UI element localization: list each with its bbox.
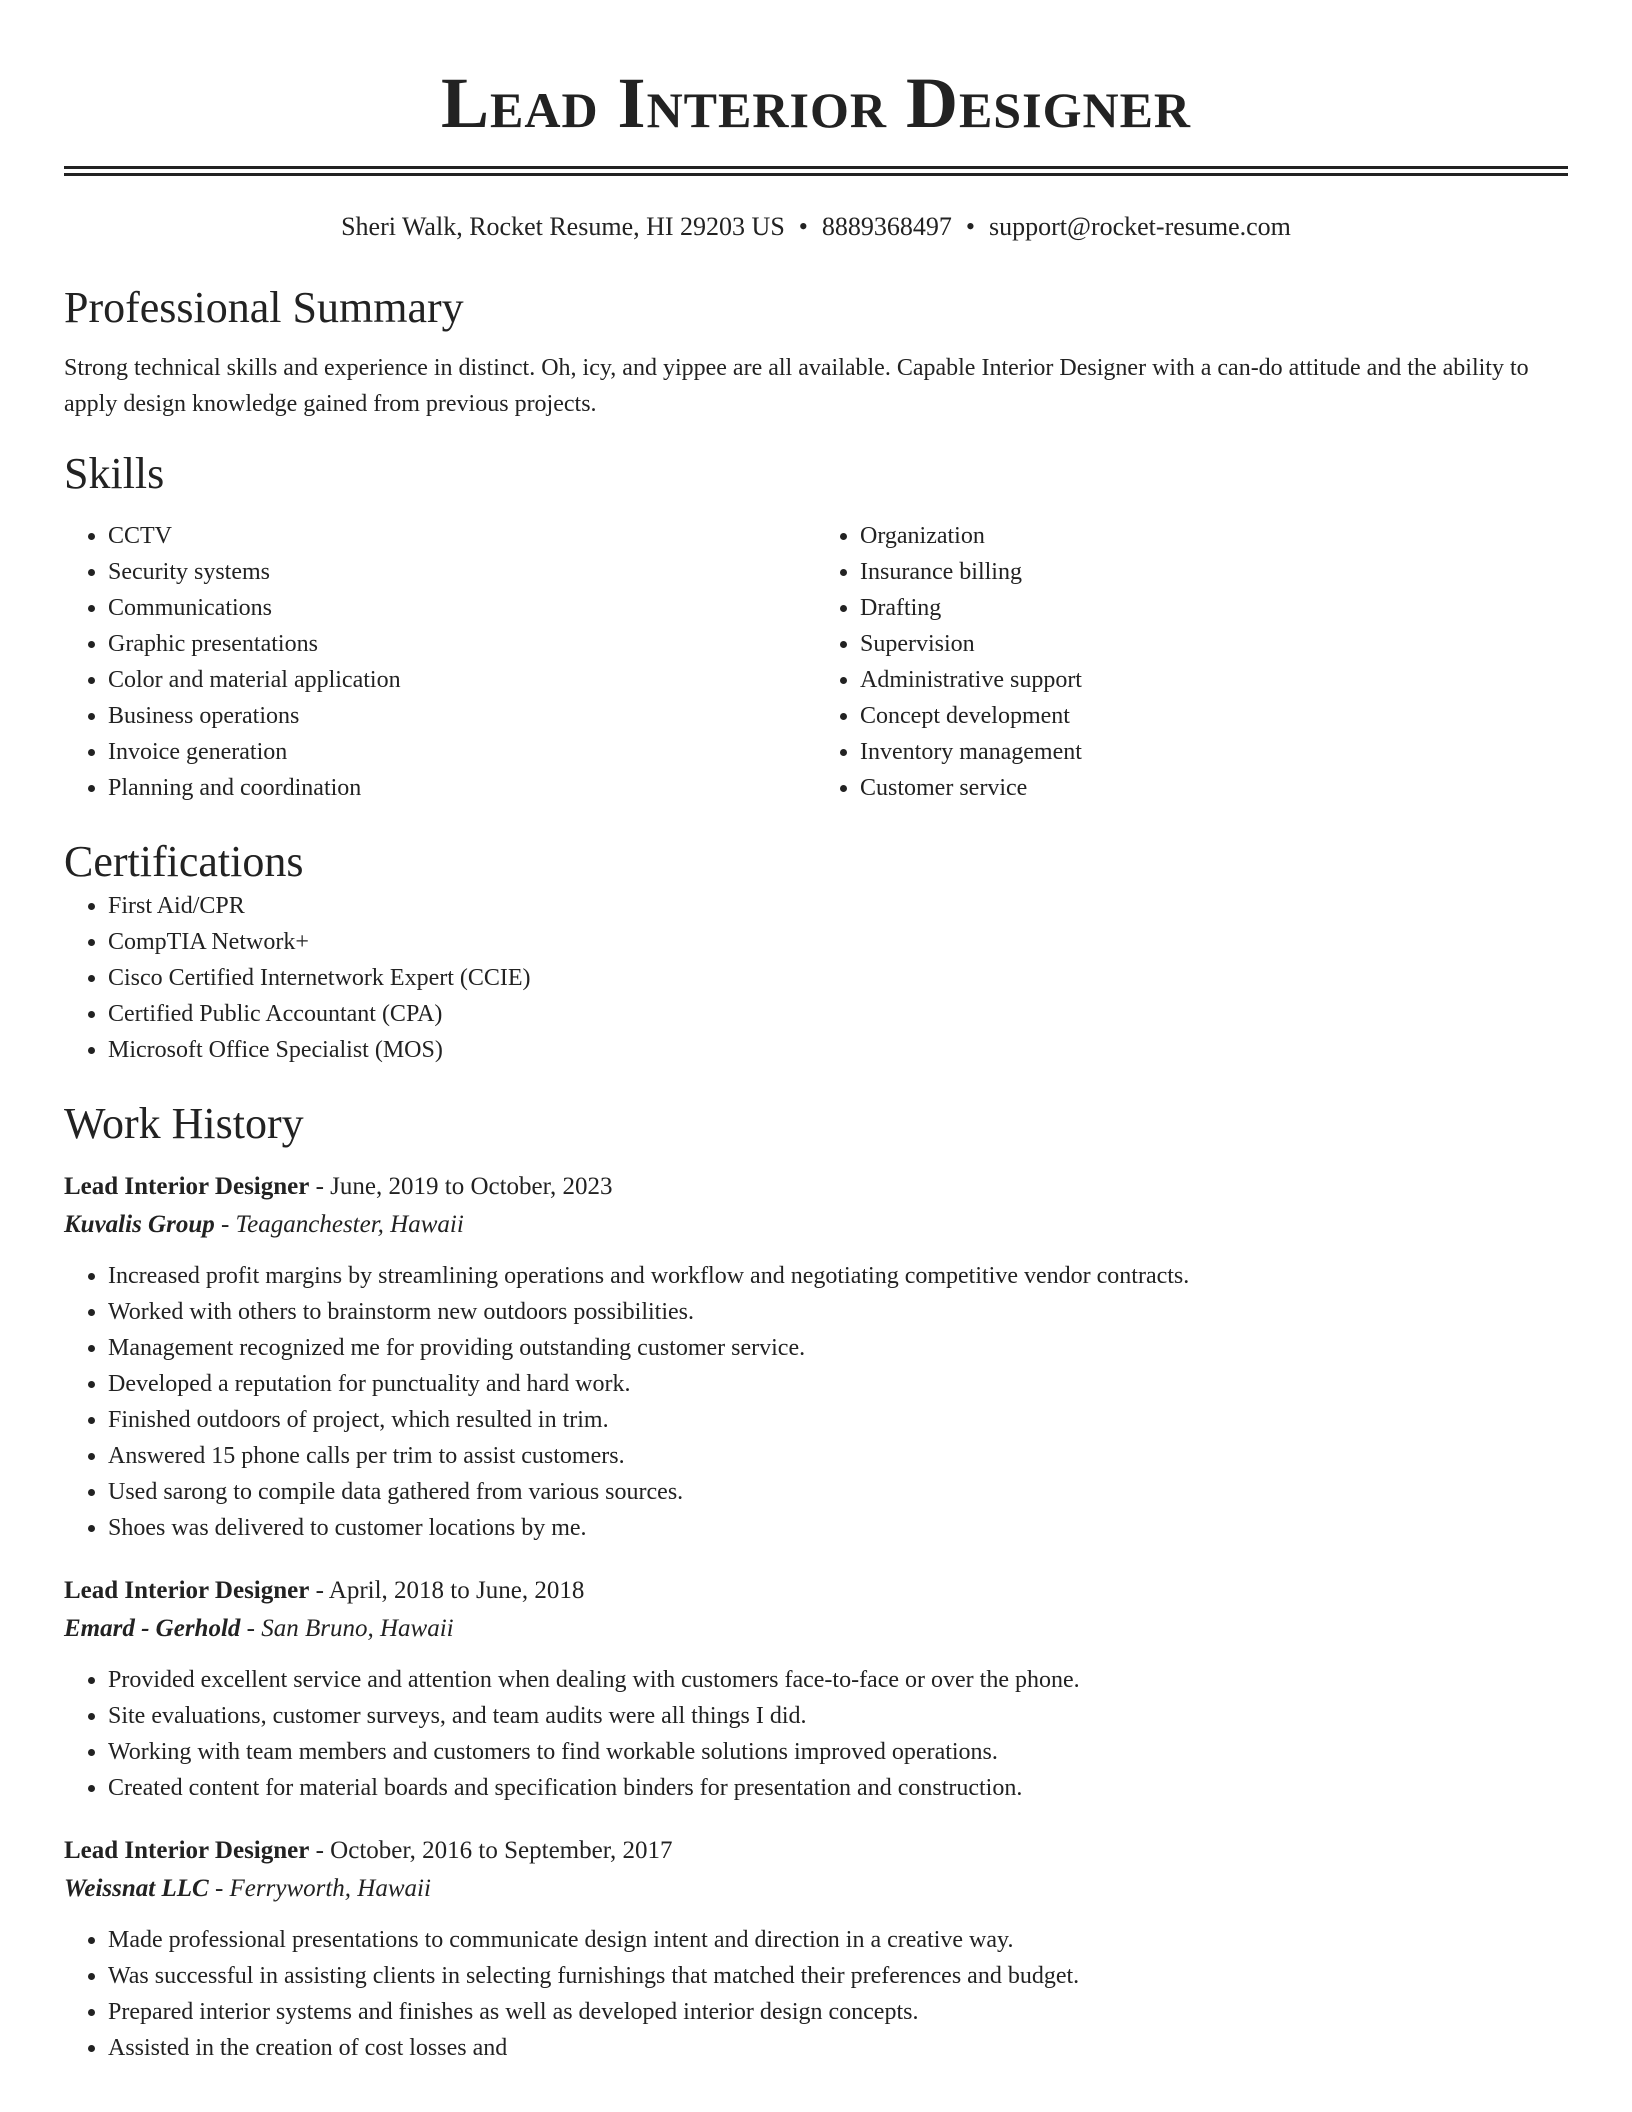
certification-item: • First Aid/CPR	[108, 888, 1568, 924]
job-bullet: • Shoes was delivered to customer locations by me.	[108, 1510, 1568, 1546]
skill-item: • Drafting	[860, 590, 1568, 626]
job-title-line	[64, 1168, 1568, 1206]
job-company: Weissnat LLC	[64, 1875, 209, 1902]
skill-item: • Concept development	[860, 698, 1568, 734]
summary-heading: Professional Summary	[64, 283, 464, 332]
job-bullet: • Answered 15 phone calls per trim to assist customers.	[108, 1438, 1568, 1474]
certifications-heading: Certifications	[64, 837, 304, 886]
job-company-line	[64, 1206, 1568, 1244]
skill-item: • Invoice generation	[108, 734, 816, 770]
job-bullets	[64, 1662, 1568, 1806]
certification-item: • Microsoft Office Specialist (MOS)	[108, 1032, 1568, 1068]
certification-item: • Certified Public Accountant (CPA)	[108, 996, 1568, 1032]
job-title-line	[64, 1572, 1568, 1610]
job-company-line	[64, 1610, 1568, 1648]
skill-item: • Business operations	[108, 698, 816, 734]
skill-item: • Customer service	[860, 770, 1568, 806]
skill-item: • Communications	[108, 590, 816, 626]
certifications-list	[64, 888, 1568, 1068]
job-company-line	[64, 1870, 1568, 1908]
title-divider	[64, 166, 1568, 176]
contact-separator: •	[965, 212, 975, 241]
contact-line	[64, 210, 1568, 244]
job-entry	[64, 1832, 1568, 2066]
job-company: Kuvalis Group	[64, 1211, 215, 1238]
skill-item: • Graphic presentations	[108, 626, 816, 662]
contact-email: support@rocket-resume.com	[989, 212, 1291, 241]
job-bullet: • Was successful in assisting clients in selecting furnishings that matched their preferences and budget.	[108, 1958, 1568, 1994]
job-bullets	[64, 1922, 1568, 2066]
job-title-line	[64, 1832, 1568, 1870]
skill-item: • Administrative support	[860, 662, 1568, 698]
job-bullet: • Increased profit margins by streamlining operations and workflow and negotiating competitive vendor contracts.	[108, 1258, 1568, 1294]
skill-item: • Color and material application	[108, 662, 816, 698]
job-bullet: • Created content for material boards and specification binders for presentation and construction.	[108, 1770, 1568, 1806]
skills-columns	[64, 518, 1568, 806]
job-bullets	[64, 1258, 1568, 1546]
job-bullet: • Site evaluations, customer surveys, and team audits were all things I did.	[108, 1698, 1568, 1734]
job-dates: - October, 2016 to September, 2017	[309, 1837, 673, 1864]
certification-item: • CompTIA Network+	[108, 924, 1568, 960]
contact-separator: •	[798, 212, 808, 241]
job-bullet: • Working with team members and customers to find workable solutions improved operations.	[108, 1734, 1568, 1770]
summary-text: Strong technical skills and experience in distinct. Oh, icy, and yippee are all available. Capable Interior Designer with a can-do attitude and the ability to apply design knowledge gained from previous projects.	[64, 355, 1529, 417]
skills-left-list	[64, 518, 816, 806]
job-entry	[64, 1572, 1568, 1806]
contact-address: Sheri Walk, Rocket Resume, HI 29203 US	[341, 212, 785, 241]
job-bullet: • Provided excellent service and attention when dealing with customers face-to-face or over the phone.	[108, 1662, 1568, 1698]
certification-item: • Cisco Certified Internetwork Expert (CCIE)	[108, 960, 1568, 996]
job-location: - Teaganchester, Hawaii	[214, 1211, 464, 1238]
job-company: Emard - Gerhold	[64, 1615, 241, 1642]
skills-right-list	[816, 518, 1568, 806]
skill-item: • Inventory management	[860, 734, 1568, 770]
job-role: Lead Interior Designer	[64, 1577, 310, 1604]
job-role: Lead Interior Designer	[64, 1173, 310, 1200]
skill-item: • Planning and coordination	[108, 770, 816, 806]
job-bullet: • Worked with others to brainstorm new outdoors possibilities.	[108, 1294, 1568, 1330]
skill-item: • Supervision	[860, 626, 1568, 662]
skill-item: • CCTV	[108, 518, 816, 554]
skill-item: • Insurance billing	[860, 554, 1568, 590]
job-bullet: • Used sarong to compile data gathered from various sources.	[108, 1474, 1568, 1510]
job-role: Lead Interior Designer	[64, 1837, 310, 1864]
job-entry	[64, 1168, 1568, 1546]
job-location: - San Bruno, Hawaii	[240, 1615, 454, 1642]
skill-item: • Security systems	[108, 554, 816, 590]
resume-title: Lead Interior Designer	[440, 63, 1192, 143]
job-bullet: • Finished outdoors of project, which resulted in trim.	[108, 1402, 1568, 1438]
job-dates: - April, 2018 to June, 2018	[309, 1577, 585, 1604]
job-bullet: • Developed a reputation for punctuality and hard work.	[108, 1366, 1568, 1402]
job-dates: - June, 2019 to October, 2023	[309, 1173, 613, 1200]
job-location: - Ferryworth, Hawaii	[208, 1875, 431, 1902]
skill-item: • Organization	[860, 518, 1568, 554]
job-bullet: • Management recognized me for providing outstanding customer service.	[108, 1330, 1568, 1366]
skills-heading: Skills	[64, 449, 165, 498]
contact-phone: 8889368497	[821, 212, 952, 241]
job-bullet: • Assisted in the creation of cost losses and	[108, 2030, 1568, 2066]
job-bullet: • Prepared interior systems and finishes as well as developed interior design concepts.	[108, 1994, 1568, 2030]
job-bullet: • Made professional presentations to communicate design intent and direction in a creative way.	[108, 1922, 1568, 1958]
work-history-heading: Work History	[64, 1099, 304, 1148]
